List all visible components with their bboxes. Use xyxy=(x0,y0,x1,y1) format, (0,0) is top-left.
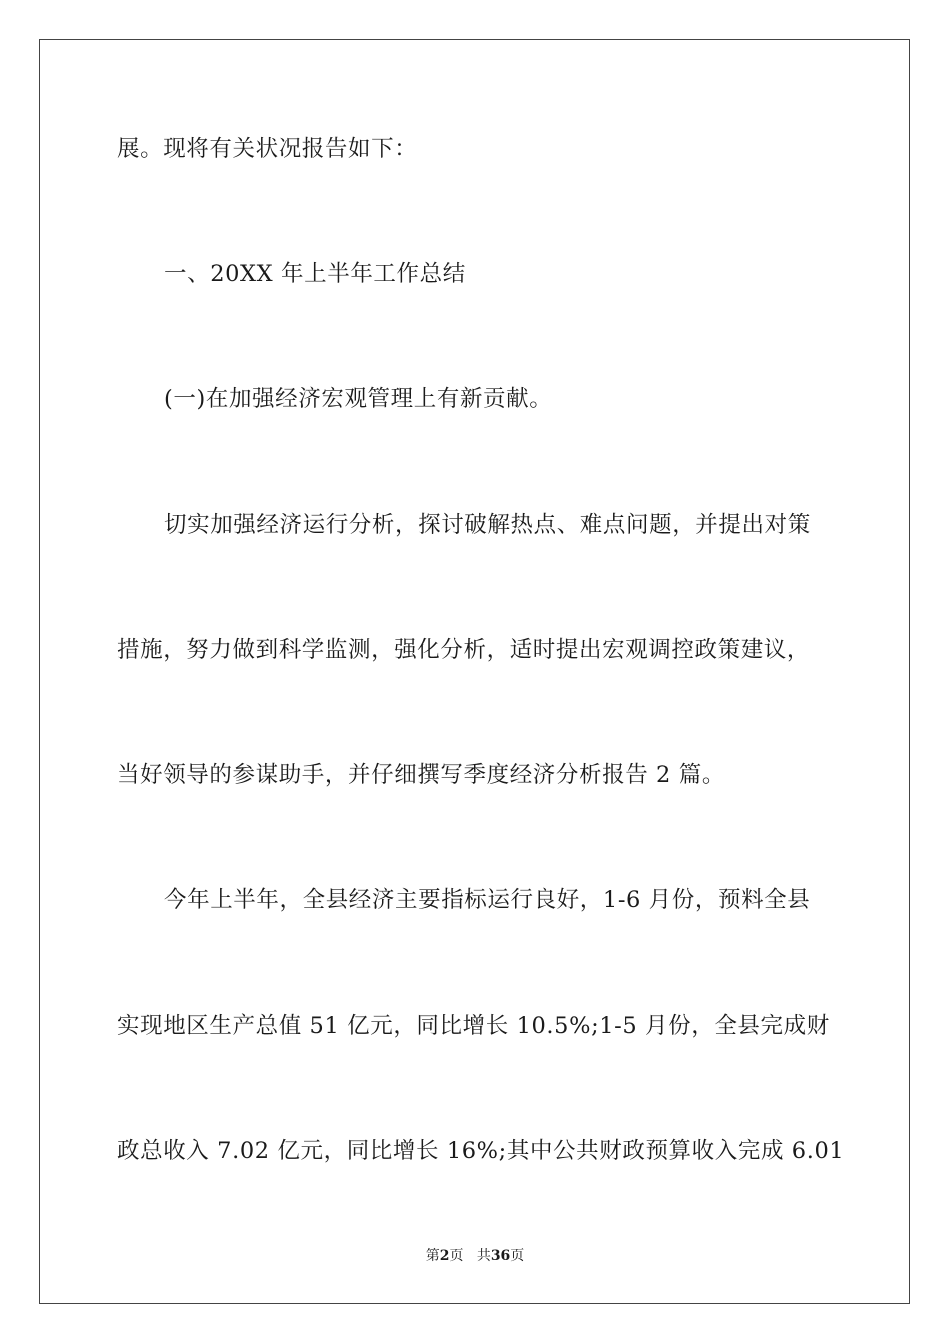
page-footer xyxy=(0,1247,950,1265)
paragraph-1-line-2: 措施，努力做到科学监测，强化分析，适时提出宏观调控政策建议， xyxy=(117,637,811,663)
subsection-heading: (一)在加强经济宏观管理上有新贡献。 xyxy=(164,386,553,412)
page-border xyxy=(39,39,910,1304)
paragraph-2-line-1: 今年上半年，全县经济主要指标运行良好，1-6 月份，预料全县 xyxy=(164,887,811,913)
current-page-number: 2 xyxy=(439,1248,450,1264)
section-heading: 一、20XX 年上半年工作总结 xyxy=(164,261,466,287)
page-prefix: 第 xyxy=(425,1248,440,1264)
paragraph-1-line-1: 切实加强经济运行分析，探讨破解热点、难点问题，并提出对策 xyxy=(164,512,811,538)
total-pages-number: 36 xyxy=(490,1248,511,1264)
paragraph-2-line-3: 政总收入 7.02 亿元，同比增长 16%;其中公共财政预算收入完成 6.01 xyxy=(117,1138,845,1164)
paragraph-2-line-2: 实现地区生产总值 51 亿元，同比增长 10.5%;1-5 月份，全县完成财 xyxy=(117,1013,830,1039)
paragraph-1-line-3: 当好领导的参谋助手，并仔细撰写季度经济分析报告 2 篇。 xyxy=(117,762,725,788)
body-line-1: 展。现将有关状况报告如下： xyxy=(117,136,418,162)
page-suffix: 页 xyxy=(449,1248,464,1264)
total-suffix: 页 xyxy=(510,1248,525,1264)
total-prefix: 共 xyxy=(476,1248,491,1264)
